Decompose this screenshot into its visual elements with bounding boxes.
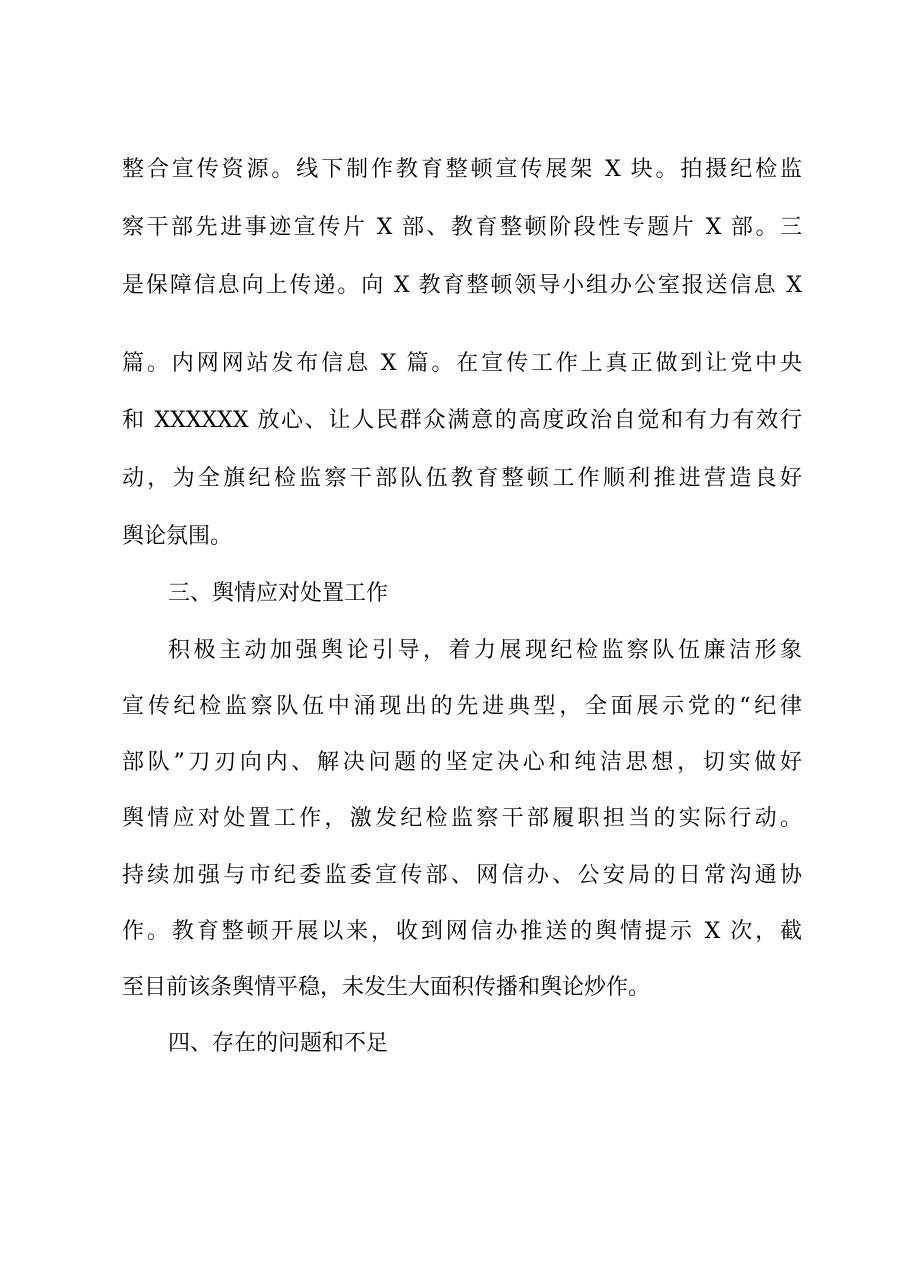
paragraph-line: 舆论氛围。 [122,524,233,549]
paragraph-line: 和 XXXXXX 放心、让人民群众满意的高度政治自觉和有力有效行 [122,408,802,433]
section-heading: 三、舆情应对处置工作 [168,581,389,606]
paragraph-line: 宣传纪检监察队伍中涌现出的先进典型，全面展示党的“纪律 [122,694,802,719]
paragraph-line: 部队”刀刃向内、解决问题的坚定决心和纯洁思想，切实做好 [122,750,802,775]
paragraph-line: 是保障信息向上传递。向 X 教育整顿领导小组办公室报送信息 X [122,273,802,298]
paragraph-line: 持续加强与市纪委监委宣传部、网信办、公安局的日常沟通协 [122,863,802,888]
paragraph-line: 积极主动加强舆论引导，着力展现纪检监察队伍廉洁形象 [168,638,802,663]
paragraph-line: 至目前该条舆情平稳，未发生大面积传播和舆论炒作。 [122,975,651,1000]
paragraph-line: 篇。内网网站发布信息 X 篇。在宣传工作上真正做到让党中央 [122,351,802,376]
paragraph-line: 整合宣传资源。线下制作教育整顿宣传展架 X 块。拍摄纪检监 [122,157,802,182]
paragraph-line: 察干部先进事迹宣传片 X 部、教育整顿阶段性专题片 X 部。三 [122,215,802,240]
paragraph-line: 作。教育整顿开展以来，收到网信办推送的舆情提示 X 次，截 [122,919,802,944]
paragraph-line: 舆情应对处置工作，激发纪检监察干部履职担当的实际行动。 [122,806,802,831]
section-heading: 四、存在的问题和不足 [168,1031,389,1056]
paragraph-line: 动，为全旗纪检监察干部队伍教育整顿工作顺利推进营造良好 [122,466,802,491]
